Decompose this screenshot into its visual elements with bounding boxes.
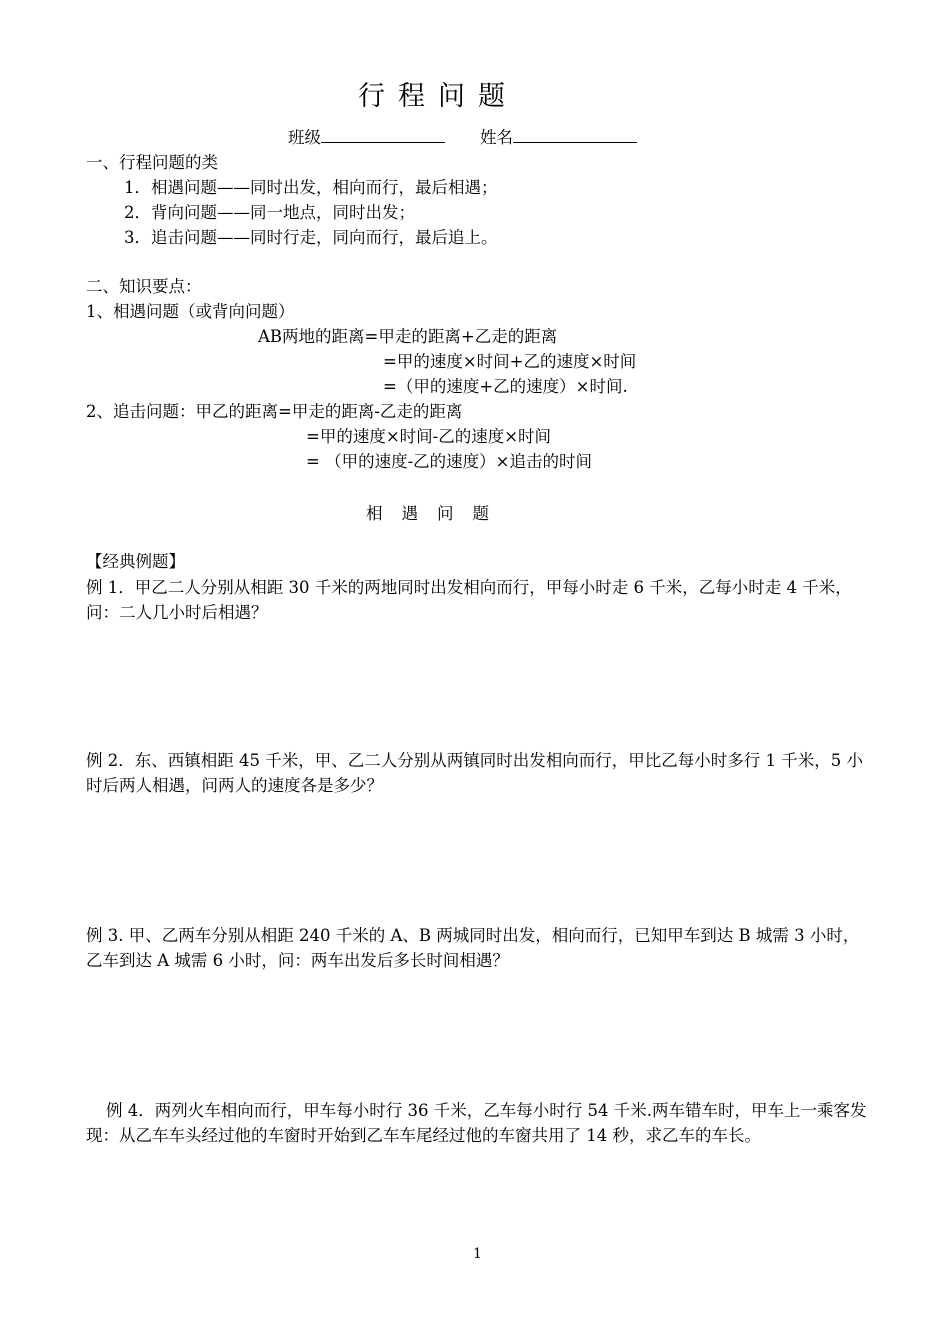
section1-item: 1．相遇问题——同时出发，相向而行，最后相遇； [124,178,498,197]
section-subtitle: 相遇问题 [366,504,508,523]
formula-line: AB两地的距离=甲走的距离+乙走的距离 [258,327,558,346]
page-title: 行程问题 [358,81,518,112]
name-blank-line [513,126,637,143]
section1-item: 2．背向问题——同一地点，同时出发； [124,203,415,222]
section2-heading: 二、知识要点： [86,277,202,296]
class-label: 班级 [288,128,321,147]
section1-item: 3．追击问题——同时行走，同向而行，最后追上。 [124,228,498,247]
chase-heading: 2、追击问题：甲乙的距离=甲走的距离-乙走的距离 [86,402,463,421]
meeting-heading: 1、相遇问题（或背向问题） [86,302,295,321]
example-4: 例 4．两列火车相向而行，甲车每小时行 36 千米，乙车每小时行 54 千米.两车错车时，甲车上一乘客发现：从乙车车头经过他的车窗时开始到乙车车尾经过他的车窗共用了 14 秒，求乙车的车长。 [86,1101,867,1145]
example-2: 例 2．东、西镇相距 45 千米，甲、乙二人分别从两镇同时出发相向而行，甲比乙每小时多行 1 千米，5 小时后两人相遇，问两人的速度各是多少？ [86,751,863,795]
formula-line: =甲的速度×时间-乙的速度×时间 [306,427,552,446]
class-blank-line [321,126,445,143]
name-field [480,126,637,150]
class-field [288,126,445,150]
section1-heading: 一、行程问题的类 [86,153,218,172]
name-label: 姓名 [480,128,513,147]
formula-line: = （甲的速度-乙的速度）×追击的时间 [306,452,592,471]
examples-heading: 【经典例题】 [86,552,185,571]
page-number: 1 [473,1246,482,1262]
formula-line: =甲的速度×时间+乙的速度×时间 [383,352,637,371]
formula-line: =（甲的速度+乙的速度）×时间. [383,377,628,396]
example-1: 例 1．甲乙二人分别从相距 30 千米的两地同时出发相向而行，甲每小时走 6 千米，乙每小时走 4 千米，问：二人几小时后相遇？ [86,578,852,622]
example-3: 例 3. 甲、乙两车分别从相距 240 千米的 A、B 两城同时出发，相向而行，已知甲车到达 B 城需 3 小时，乙车到达 A 城需 6 小时，问：两车出发后多长时间相遇？ [86,926,860,970]
